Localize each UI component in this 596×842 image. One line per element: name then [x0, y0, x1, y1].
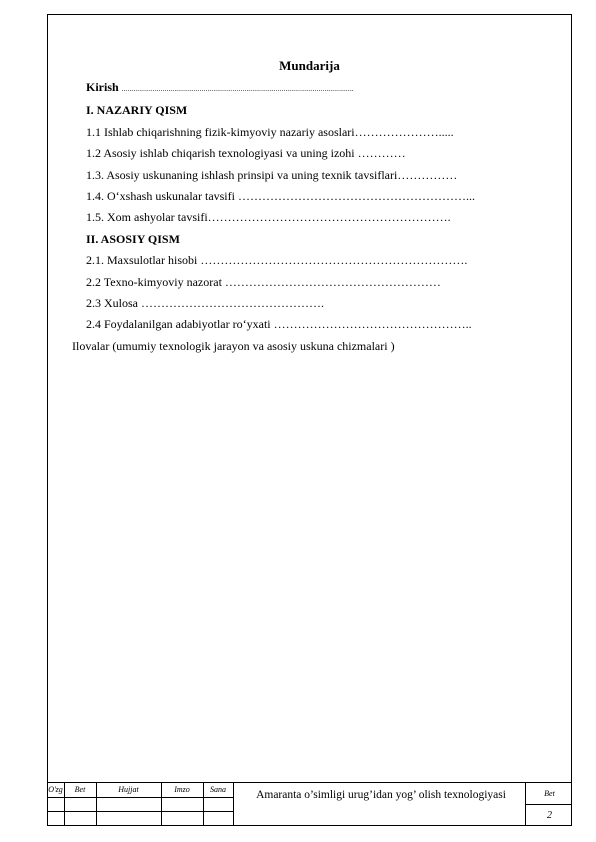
toc-entry-2-1[interactable]: [86, 250, 556, 271]
toc-leader: ……………………………………….: [141, 296, 324, 311]
page-label: Bet: [544, 789, 555, 798]
frame-left-extension: [47, 620, 48, 782]
toc-leader: .......................................................................................................................: [121, 85, 354, 93]
toc-entry-text: 1.2 Asosiy ishlab chiqarish texnologiyasi va uning izohi: [86, 146, 358, 161]
toc-entry-text: 1.5. Xom ashyolar tavsifi: [86, 210, 208, 225]
toc-leader: …………………………………………..: [273, 317, 472, 332]
toc-entry-kirish[interactable]: [86, 77, 556, 100]
page-number: 2: [547, 810, 552, 821]
frame-right-extension: [571, 620, 572, 782]
toc-entry-2-4[interactable]: [86, 314, 556, 335]
toc-leader: ………………….....: [354, 124, 454, 139]
toc-entry-text: 2.2 Texno-kimyoviy nazorat: [86, 274, 225, 289]
toc-entry-text: II. ASOSIY QISM: [86, 231, 180, 246]
toc-entry-1-4[interactable]: [86, 186, 556, 207]
stamp-row-line: [525, 804, 571, 805]
stamp-row-line: [47, 811, 233, 812]
toc-entry-1-5[interactable]: [86, 207, 556, 228]
toc-entry-ilovalar[interactable]: [72, 336, 556, 357]
stamp-col-bet: Bet: [74, 785, 86, 794]
toc-entry-text: 1.3. Asosiy uskunaning ishlash prinsipi va uning texnik tavsiflari: [86, 167, 398, 182]
toc-entry-text: Kirish: [86, 80, 122, 94]
toc-section-asosiy[interactable]: [86, 229, 556, 250]
toc-entry-text: 2.4 Foydalanilgan adabiyotlar ro‘yxati: [86, 317, 274, 332]
toc-entry-2-2[interactable]: [86, 272, 556, 293]
table-of-contents: [72, 77, 556, 357]
toc-leader: …………………………………………………...: [237, 189, 475, 204]
toc-entry-text: 1.4. O‘xshash uskunalar tavsifi: [86, 189, 238, 204]
title-block-stamp: [47, 782, 572, 826]
stamp-row-line: [47, 797, 233, 798]
toc-leader: …………: [357, 146, 406, 161]
stamp-col-imzo: Imzo: [174, 785, 190, 794]
toc-entry-2-3[interactable]: [86, 293, 556, 314]
stamp-col-hujjat: Hujjat: [118, 785, 139, 794]
toc-entry-1-3[interactable]: [86, 165, 556, 186]
toc-entry-text: 1.1 Ishlab chiqarishning fizik-kimyoviy nazariy asoslari: [86, 124, 355, 139]
toc-entry-text: Ilovalar (umumiy texnologik jarayon va asosiy uskuna chizmalari ): [72, 338, 395, 353]
stamp-divider: [233, 783, 234, 825]
toc-entry-text: 2.3 Xulosa: [86, 296, 141, 311]
toc-leader: ……………: [397, 167, 458, 182]
toc-entry-text: I. NAZARIY QISM: [86, 103, 188, 118]
toc-section-nazariy[interactable]: [86, 100, 556, 121]
stamp-col-ozg: O'zg: [48, 785, 63, 794]
toc-leader: ………………………………………………………….: [200, 253, 468, 268]
stamp-col-sana: Sana: [210, 785, 226, 794]
toc-entry-1-2[interactable]: [86, 143, 556, 164]
toc-entry-1-1[interactable]: [86, 122, 556, 143]
toc-entry-text: 2.1. Maxsulotlar hisobi: [86, 253, 201, 268]
toc-leader: ………………………………………………: [224, 274, 441, 289]
page-frame: [47, 14, 572, 826]
toc-title: Mundarija: [279, 58, 340, 73]
document-title: Amaranta o’simligi urug’idan yog’ olish texnologiyasi: [256, 789, 506, 801]
toc-leader: …………………………………………………….: [207, 210, 451, 225]
